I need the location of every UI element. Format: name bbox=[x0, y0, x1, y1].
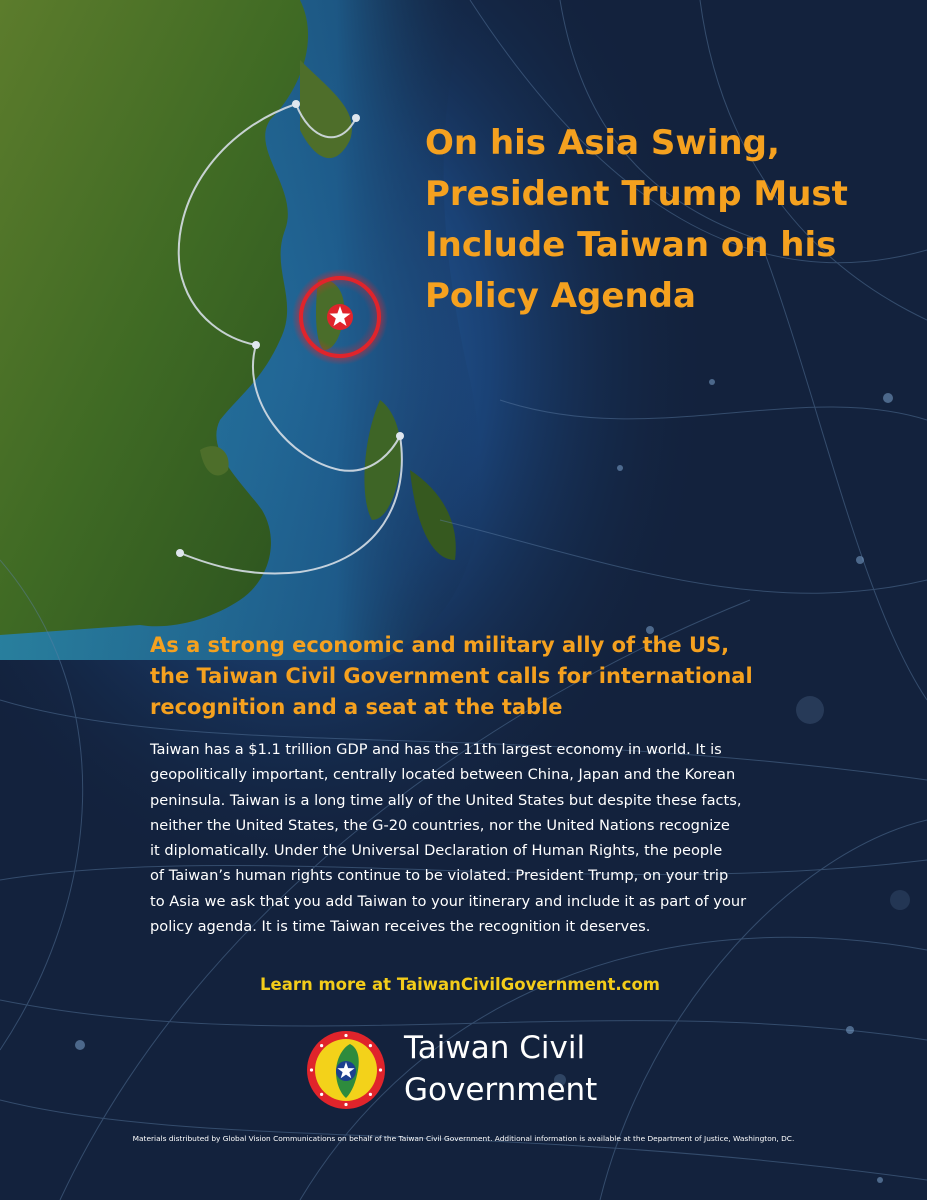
subheadline bbox=[150, 630, 810, 723]
taiwan-location-marker-icon bbox=[292, 269, 388, 365]
body-line: of Taiwan’s human rights continue to be violated. President Trump, on your trip bbox=[150, 867, 729, 885]
organization-logo-text bbox=[404, 1027, 704, 1111]
headline bbox=[425, 118, 895, 322]
body-line: it diplomatically. Under the Universal Declaration of Human Rights, the people bbox=[150, 842, 723, 860]
headline-line: Include Taiwan on his bbox=[425, 225, 837, 265]
body-line: policy agenda. It is time Taiwan receives the recognition it deserves. bbox=[150, 918, 651, 936]
disclaimer-text: Materials distributed by Global Vision Communications on behalf of the Taiwan Civil Government. Additional information is available at the Department of Justice, Washington, DC. bbox=[132, 1134, 795, 1143]
body-line: Taiwan has a $1.1 trillion GDP and has the 11th largest economy in world. It is bbox=[150, 741, 722, 758]
logo-line-2: Government bbox=[404, 1072, 598, 1108]
subheadline-line: recognition and a seat at the table bbox=[150, 695, 563, 719]
taiwan-civil-government-emblem-icon bbox=[306, 1030, 386, 1110]
body-line: neither the United States, the G-20 countries, nor the United Nations recognize bbox=[150, 816, 730, 834]
headline-line: Policy Agenda bbox=[425, 276, 696, 316]
headline-line: On his Asia Swing, bbox=[425, 123, 780, 163]
body-paragraph bbox=[150, 737, 786, 939]
body-line: geopolitically important, centrally located between China, Japan and the Korean bbox=[150, 766, 736, 784]
learn-more-link[interactable]: Learn more at TaiwanCivilGovernment.com bbox=[259, 975, 660, 994]
subheadline-line: As a strong economic and military ally of the US, bbox=[150, 633, 730, 657]
headline-line: President Trump Must bbox=[425, 174, 848, 214]
body-line: peninsula. Taiwan is a long time ally of the United States but despite these facts, bbox=[150, 791, 742, 809]
subheadline-line: the Taiwan Civil Government calls for international bbox=[150, 664, 753, 688]
logo-line-1: Taiwan Civil bbox=[404, 1030, 586, 1066]
body-line: to Asia we ask that you add Taiwan to your itinerary and include it as part of your bbox=[150, 892, 747, 910]
